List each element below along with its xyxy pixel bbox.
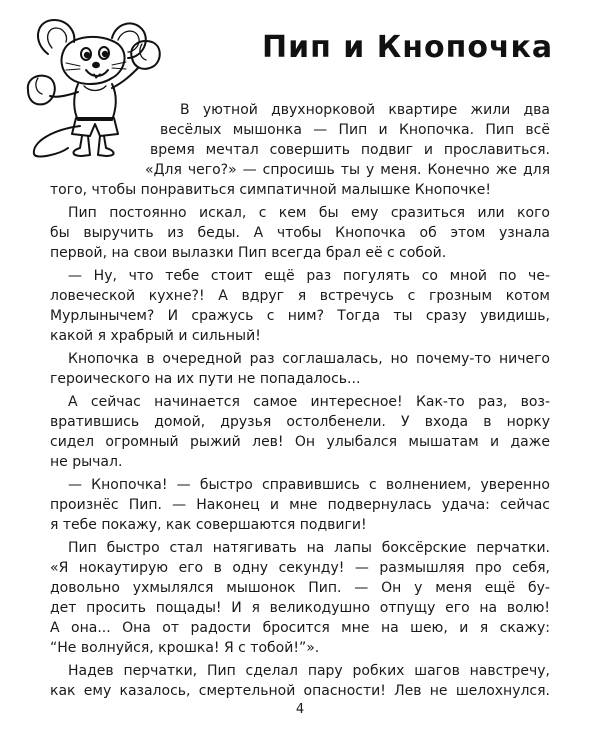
text-line: — Ну, что тебе стоит ещё раз погулять со мной по че- <box>68 268 550 284</box>
text-line: Мурлынычем? И сражусь с ним? Тогда ты сразу увидишь, <box>50 308 550 324</box>
text-line: вратившись домой, друзья остолбенели. У входа в норку <box>50 414 550 430</box>
page-number: 4 <box>295 702 305 717</box>
text-line: — Кнопочка! — быстро справившись с волнением, уверенно <box>68 477 550 493</box>
text-line: я тебе покажу, как совершаются подвиги! <box>50 517 367 533</box>
text-line: ловеческой кухне?! А вдруг я встречусь с грозным котом <box>50 288 550 304</box>
text-line: того, чтобы понравиться симпатичной малышке Кнопочке! <box>50 182 492 198</box>
text-line: довольно ухмылялся мышонок Пип. — Он у меня ещё бу- <box>50 580 550 596</box>
story-text <box>50 100 550 701</box>
text-line: как ему казалось, смертельной опасности! Лев не шелохнулся. <box>50 683 550 699</box>
text-line: весёлых мышонка — Пип и Кнопочка. Пип всё <box>160 122 550 138</box>
text-line: В уютной двухнорковой квартире жили два <box>180 102 550 118</box>
text-line: Пип постоянно искал, с кем бы ему сразиться или кого <box>68 205 550 221</box>
text-line: время мечтал совершить подвиг и прославиться. <box>150 142 550 158</box>
text-line: героического на их пути не попадалось... <box>50 371 361 387</box>
text-line: какой я храбрый и сильный! <box>50 328 261 344</box>
page-title: Пип и Кнопочка <box>262 30 554 65</box>
text-line: Кнопочка в очередной раз соглашалась, но почему-то ничего <box>68 351 550 367</box>
text-line: не рычал. <box>50 454 123 470</box>
text-line: сидел огромный рыжий лев! Он улыбался мышатам и даже <box>50 434 550 450</box>
text-line: произнёс Пип. — Наконец и мне подвернулась удача: сейчас <box>50 497 550 513</box>
text-line: первой, на свои вылазки Пип всегда брал её с собой. <box>50 245 447 261</box>
text-line: «Для чего?» — спросишь ты у меня. Конечно же для <box>145 162 550 178</box>
text-line: А сейчас начинается самое интересное! Как-то раз, воз- <box>68 394 550 410</box>
text-line: А она... Она от радости бросится мне на шею, и я скажу: <box>50 620 550 636</box>
text-line: Пип быстро стал натягивать на лапы боксёрские перчатки. <box>68 540 550 556</box>
text-line: бы выручить из беды. А чтобы Кнопочка об этом узнала <box>50 225 550 241</box>
text-line: «Я нокаутирую его в одну секунду! — размышляя про себя, <box>50 560 550 576</box>
text-line: дет просить пощады! И я великодушно отпущу его на волю! <box>50 600 550 616</box>
text-line: “Не волнуйся, крошка! Я с тобой!”». <box>50 640 320 656</box>
text-line: Надев перчатки, Пип сделал пару робких шагов навстречу, <box>68 663 550 679</box>
